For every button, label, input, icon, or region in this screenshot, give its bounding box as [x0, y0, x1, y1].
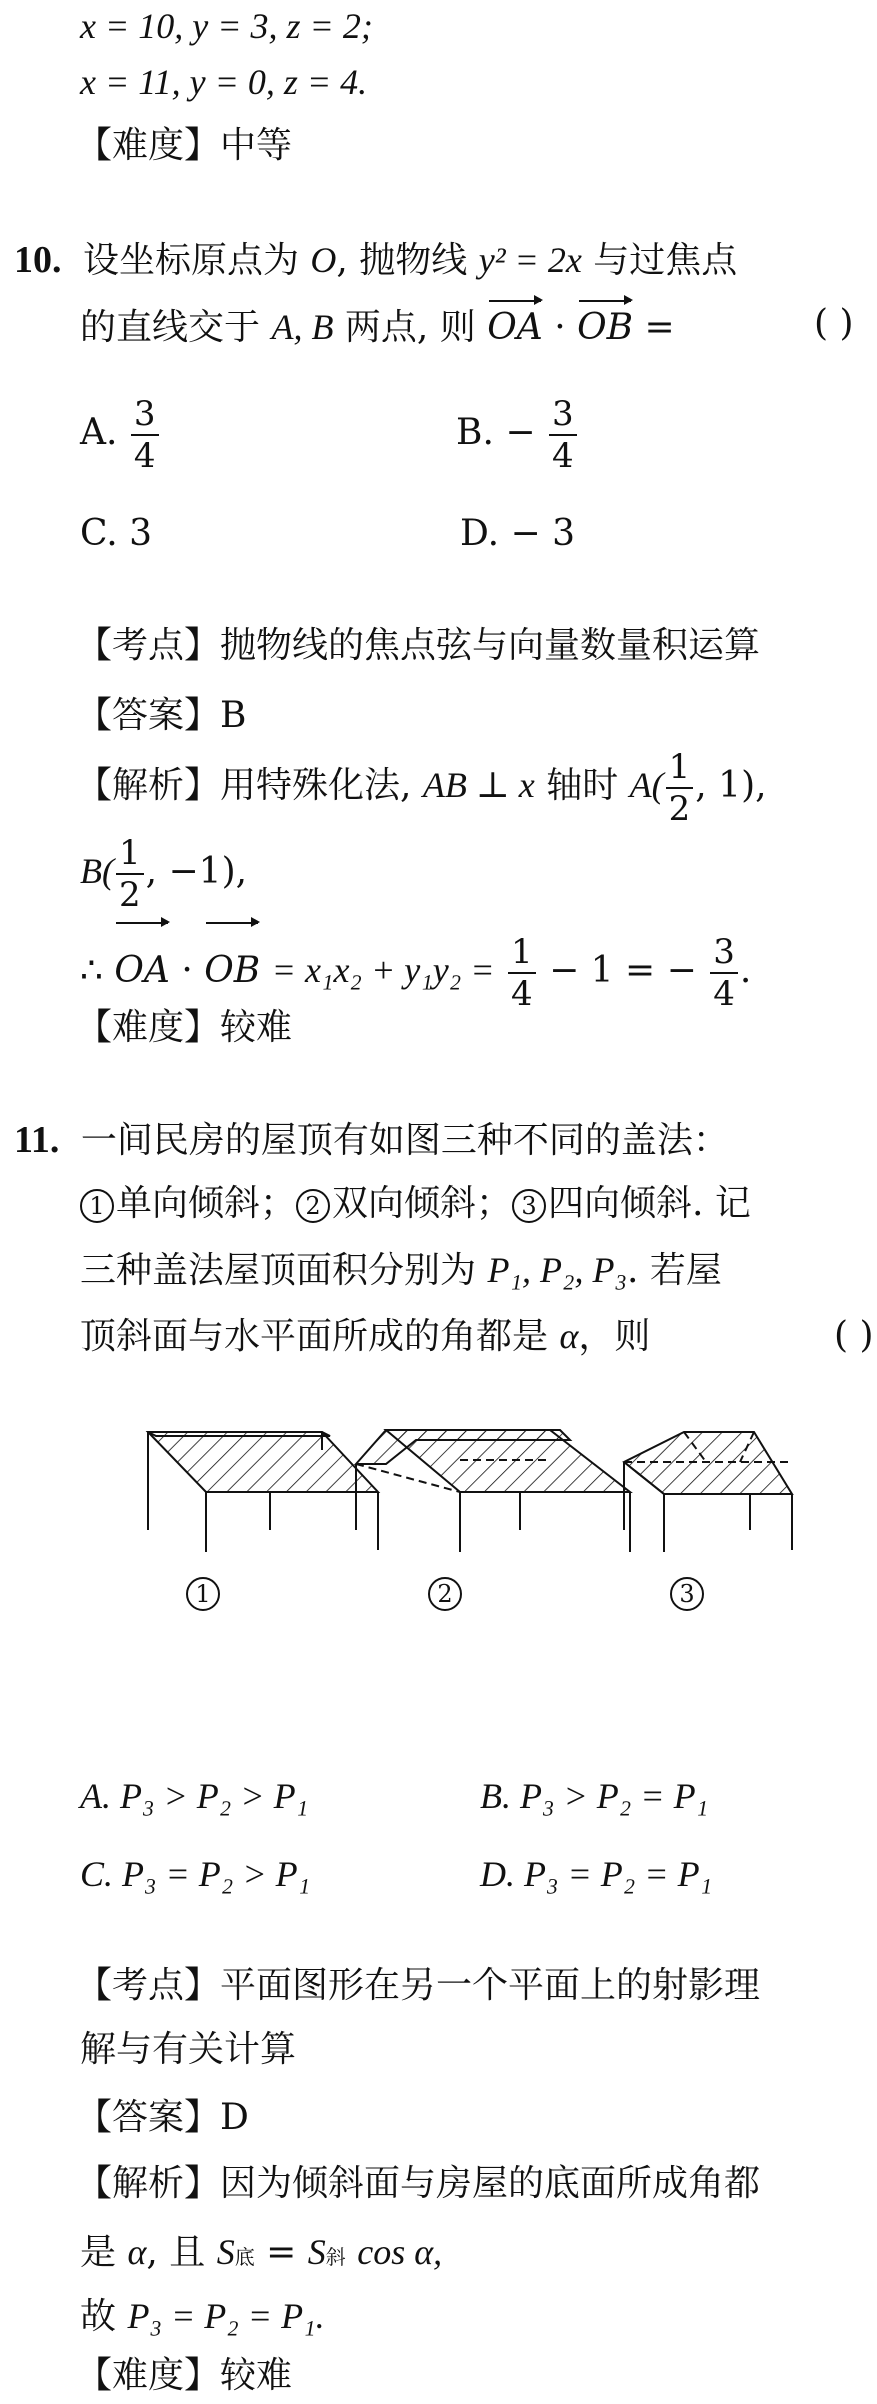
kaodian-text: 平面图形在另一个平面上的射影理	[220, 1965, 761, 2006]
kaodian-label: 【考点】	[76, 625, 221, 666]
jiexi-text: 故	[80, 2296, 117, 2337]
parabola-equation: y² = 2x	[478, 240, 582, 280]
q10-option-B	[456, 388, 579, 478]
points-AB: A, B	[271, 307, 334, 347]
q11-text: 四向倾斜. 记	[548, 1183, 751, 1224]
point-O: O	[310, 240, 337, 280]
q10-difficulty	[76, 1004, 292, 1052]
q11-option-D: D. P₃ = P₂ = P₁	[480, 1854, 713, 1894]
q11-text: 单向倾斜；	[116, 1183, 297, 1224]
dot-operator: ·	[554, 307, 566, 348]
subscript-base: 底	[234, 2245, 255, 2269]
answer-value: D	[220, 2097, 249, 2138]
denominator: 4	[510, 974, 533, 1014]
q10-text: 的直线交于	[80, 307, 261, 348]
vector-OB: OB	[204, 916, 260, 1016]
q11-jiexi-line-2	[80, 2228, 442, 2281]
jiexi-text: , 且	[146, 2232, 206, 2273]
q10-option-A	[80, 388, 161, 478]
q10-kaodian	[76, 622, 760, 670]
equals-sign: =	[266, 2232, 297, 2273]
figure-label-3	[670, 1568, 706, 1616]
option-value: − 3	[510, 513, 575, 554]
roof-figure-3	[624, 1432, 792, 1552]
figure-label-2	[428, 1568, 464, 1616]
fraction	[508, 932, 536, 1014]
q10-option-C	[80, 510, 152, 558]
jiexi-label: 【解析】	[76, 2163, 221, 2204]
denominator: 4	[713, 974, 735, 1014]
difficulty-label: 【难度】	[76, 125, 221, 166]
equation-part: − 1 = −	[549, 950, 697, 991]
vector-OA: OA	[487, 294, 543, 352]
q10-jiexi-line-2	[80, 826, 247, 917]
equals-sign: =	[644, 307, 675, 348]
angle-alpha: α	[127, 2232, 147, 2272]
difficulty-value: 中等	[220, 125, 293, 166]
jiexi-text: 是	[80, 2232, 117, 2273]
q10-jiexi-line-1	[76, 740, 767, 831]
roof-figures	[130, 1410, 830, 1600]
denominator: 2	[118, 875, 141, 915]
fraction-half	[116, 833, 144, 915]
q11-text: 顶斜面与水平面所成的角都是	[80, 1316, 549, 1357]
fraction-half	[666, 747, 694, 829]
minus-sign: −	[505, 412, 536, 453]
jiexi-text: 因为倾斜面与房屋的底面所成角都	[220, 2163, 761, 2204]
q11-text: ，则	[578, 1316, 651, 1357]
circled-number-2: 2	[428, 1577, 462, 1611]
fraction	[131, 394, 159, 476]
answer-value: B	[220, 695, 247, 736]
q10-text: 设坐标原点为	[82, 240, 299, 281]
circled-number-1: 1	[186, 1577, 220, 1611]
q10-stem-line-1	[14, 236, 737, 285]
point-A: A(	[629, 765, 664, 805]
dot-operator: ·	[181, 950, 193, 991]
q10-option-D	[460, 510, 575, 558]
roof-figure-2	[356, 1430, 630, 1552]
q11-option-A: A. P₃ > P₂ > P₁	[80, 1776, 309, 1816]
answer-label: 【答案】	[76, 695, 221, 736]
numerator: 1	[666, 750, 694, 789]
difficulty-value: 较难	[220, 1007, 293, 1048]
q11-jiexi-line-1	[76, 2160, 760, 2208]
denominator: 2	[668, 789, 691, 829]
coord-end: , 1),	[695, 765, 767, 806]
difficulty-value: 较难	[220, 2355, 293, 2396]
roof-figure-1	[148, 1432, 378, 1552]
jiexi-text: 轴时	[546, 765, 619, 806]
option-label: D.	[460, 513, 500, 554]
therefore-symbol: ∴	[80, 950, 103, 991]
q11-answer	[76, 2094, 249, 2142]
q10-text: 与过焦点	[593, 240, 738, 281]
denominator: 4	[551, 436, 574, 476]
conclusion-equation: P₃ = P₂ = P₁.	[127, 2296, 325, 2336]
kaodian-text: 抛物线的焦点弦与向量数量积运算	[220, 625, 761, 666]
q11-option-C: C. P₃ = P₂ > P₁	[80, 1854, 311, 1894]
fraction	[710, 932, 738, 1014]
prev-solution-line-2: x = 11, y = 0, z = 4.	[80, 62, 368, 102]
q11-kaodian-line-1	[76, 1962, 760, 2010]
difficulty-label: 【难度】	[76, 1007, 221, 1048]
figure-label-1	[186, 1568, 222, 1616]
q11-difficulty	[76, 2352, 292, 2400]
q10-text: 两点, 则	[344, 307, 476, 348]
equation-part: = x₁x₂ + y₁y₂ =	[271, 950, 495, 990]
numerator: 3	[131, 397, 159, 436]
answer-blank: ( )	[814, 303, 854, 344]
prev-difficulty	[76, 122, 292, 170]
q11-kaodian-line-2: 解与有关计算	[80, 2029, 297, 2070]
answer-label: 【答案】	[76, 2097, 221, 2138]
option-label: A.	[80, 412, 118, 453]
point-B: B(	[80, 851, 114, 891]
q10-text: , 抛物线	[336, 240, 468, 281]
condition: AB ⊥ x	[422, 765, 535, 805]
numerator: 1	[508, 935, 536, 974]
areas-P: P₁, P₂, P₃	[487, 1250, 627, 1290]
question-number: 10.	[14, 239, 62, 281]
q11-stem-line-1	[14, 1116, 729, 1165]
angle-alpha: α	[559, 1316, 579, 1356]
vector-OB: OB	[577, 294, 633, 352]
option-label: C.	[80, 513, 118, 554]
q10-jiexi-line-3	[80, 916, 751, 1016]
q11-jiexi-line-3	[80, 2292, 325, 2341]
numerator: 1	[116, 836, 144, 875]
jiexi-label: 【解析】	[76, 765, 221, 806]
difficulty-label: 【难度】	[76, 2355, 221, 2396]
prev-solution-line-1: x = 10, y = 3, z = 2;	[80, 6, 373, 46]
circled-number-2: 2	[296, 1189, 330, 1223]
cos-alpha: cos α,	[357, 2232, 443, 2272]
q11-option-B: B. P₃ > P₂ = P₁	[480, 1776, 709, 1816]
numerator: 3	[710, 935, 738, 974]
kaodian-label: 【考点】	[76, 1965, 221, 2006]
option-label: B.	[456, 412, 494, 453]
S-base: S	[216, 2232, 235, 2272]
circled-number-1: 1	[80, 1189, 114, 1223]
q10-answer	[76, 692, 246, 740]
q11-text: 一间民房的屋顶有如图三种不同的盖法：	[80, 1120, 729, 1161]
q11-text: . 若屋	[627, 1250, 722, 1291]
option-value: 3	[129, 513, 153, 554]
q11-stem-line-4	[80, 1312, 650, 1361]
answer-blank: ( )	[834, 1315, 874, 1356]
q10-stem-line-2	[80, 294, 675, 352]
S-slope: S	[307, 2232, 326, 2272]
subscript-slope: 斜	[325, 2245, 346, 2269]
denominator: 4	[133, 436, 156, 476]
circled-number-3: 3	[512, 1189, 546, 1223]
question-number: 11.	[14, 1119, 60, 1161]
numerator: 3	[549, 397, 577, 436]
vector-OA: OA	[114, 916, 170, 1016]
q11-text: 双向倾斜；	[332, 1183, 513, 1224]
fraction	[549, 394, 577, 476]
jiexi-text: 用特殊化法,	[220, 765, 412, 806]
circled-number-3: 3	[670, 1577, 704, 1611]
q11-stem-line-3	[80, 1246, 722, 1295]
q11-stem-line-2	[80, 1180, 751, 1228]
q11-text: 三种盖法屋顶面积分别为	[80, 1250, 477, 1291]
period: .	[739, 950, 752, 991]
coord-end: , −1),	[145, 851, 248, 892]
